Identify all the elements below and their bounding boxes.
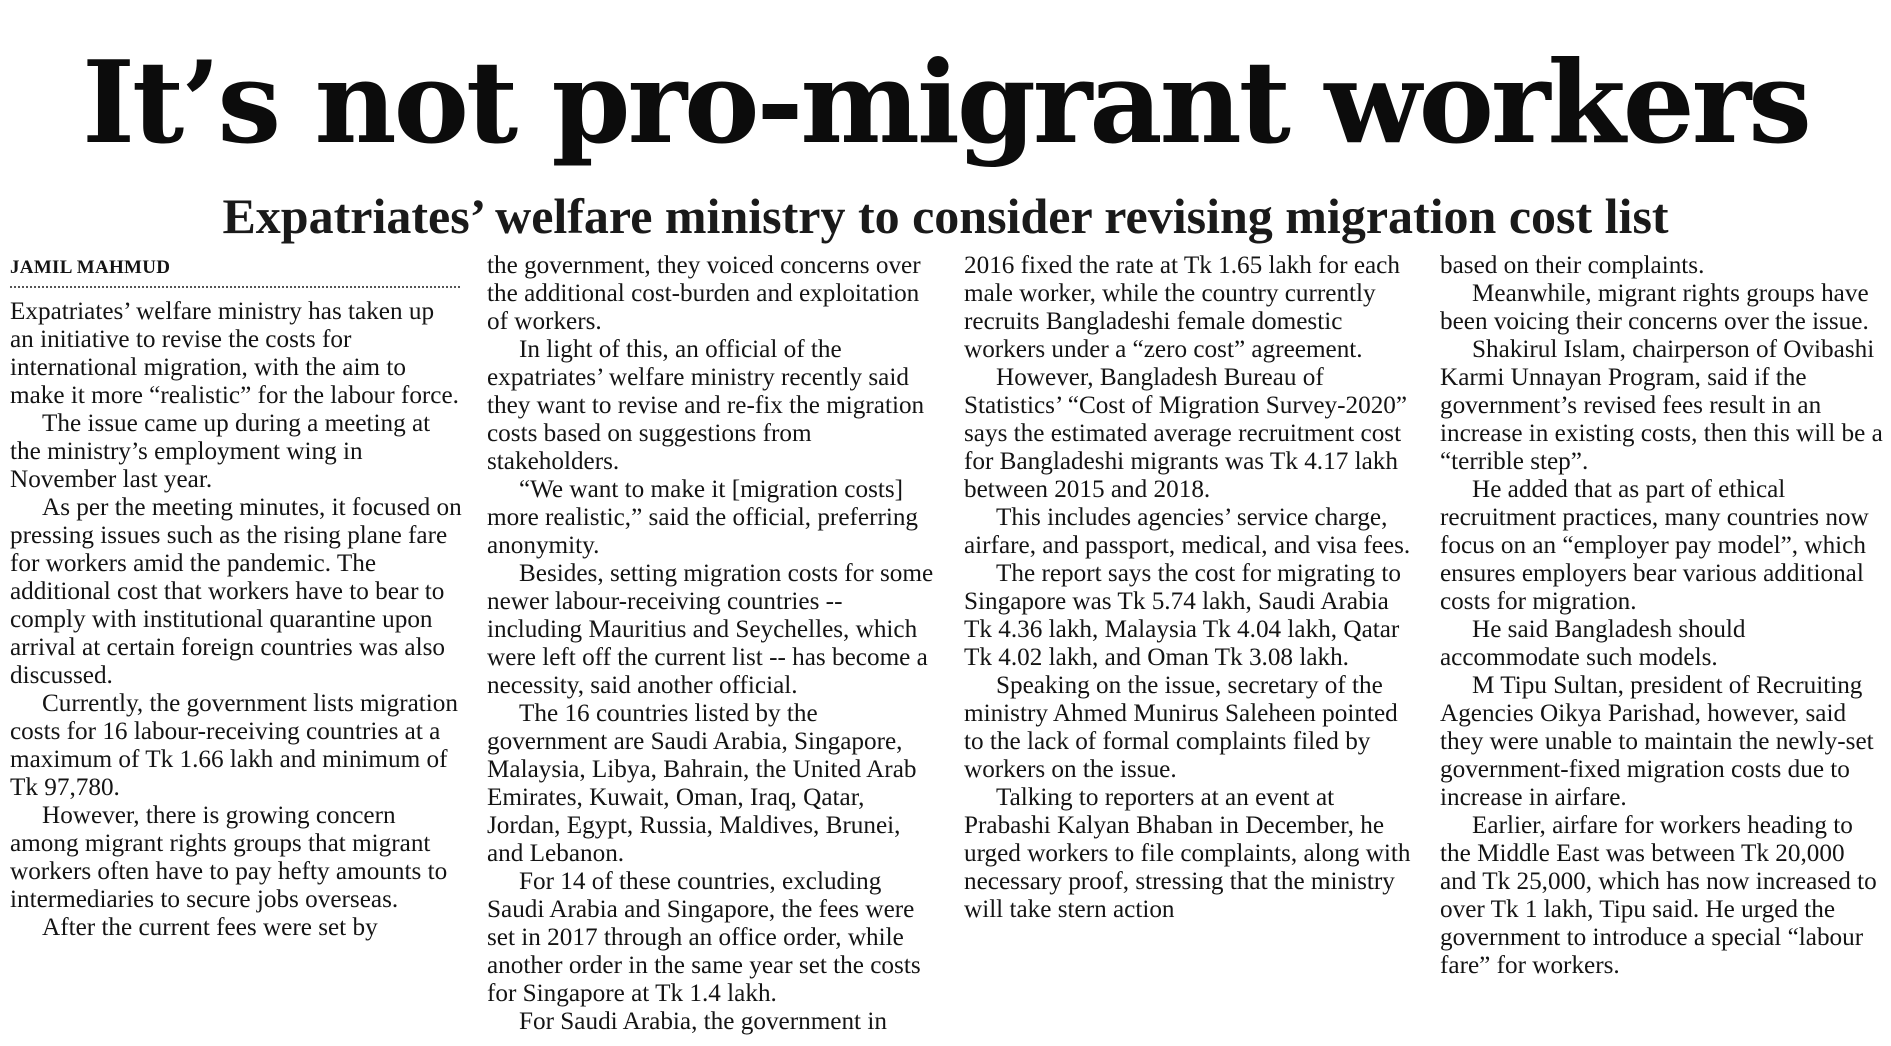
paragraph: As per the meeting minutes, it focused on pressing issues such as the rising plane fare for workers amid the pandemic. The additional cost that workers have to bear to comply with institutional quarantine upon arrival at certain foreign countries was also discussed. (10, 494, 462, 689)
paragraph: The 16 countries listed by the government are Saudi Arabia, Singapore, Malaysia, Libya, Bahrain, the United Arab Emirates, Kuwait, Oman, Iraq, Qatar, Jordan, Egypt, Russia, Maldives, Brunei, and Lebanon. (487, 700, 917, 867)
paragraph: Earlier, airfare for workers heading to the Middle East was between Tk 20,000 and Tk 25,000, which has now increased to over Tk 1 lakh, Tipu said. He urged the government to introduce a special “labour fare” for workers. (1440, 812, 1877, 979)
paragraph: The issue came up during a meeting at the ministry’s employment wing in November last year. (10, 410, 431, 493)
paragraph: The report says the cost for migrating to Singapore was Tk 5.74 lakh, Saudi Arabia Tk 4.36 lakh, Malaysia Tk 4.04 lakh, Qatar Tk 4.02 lakh, and Oman Tk 3.08 lakh. (964, 560, 1401, 671)
article-column-1 (10, 256, 462, 1046)
paragraph: Speaking on the issue, secretary of the ministry Ahmed Munirus Saleheen pointed to the lack of formal complaints filed by workers on the issue. (964, 672, 1398, 783)
paragraph: based on their complaints. (1440, 252, 1705, 279)
paragraph: For Saudi Arabia, the government in (519, 1008, 887, 1035)
article-column-3 (964, 252, 1416, 1042)
paragraph: In light of this, an official of the expatriates’ welfare ministry recently said they want to revise and re-fix the migration costs based on suggestions from stakeholders. (487, 336, 925, 475)
paragraph: Meanwhile, migrant rights groups have been voicing their concerns over the issue. (1440, 280, 1869, 335)
headline: It’s not pro-migrant workers (82, 36, 1809, 169)
paragraph: Besides, setting migration costs for some newer labour-receiving countries -- including Mauritius and Seychelles, which were left off the current list -- has become a necessity, said another official. (487, 560, 934, 699)
paragraph: He said Bangladesh should accommodate such models. (1440, 616, 1746, 671)
paragraph: However, there is growing concern among migrant rights groups that migrant workers often have to pay hefty amounts to intermediaries to secure jobs overseas. (10, 802, 448, 913)
paragraph: 2016 fixed the rate at Tk 1.65 lakh for each male worker, while the country currently recruits Bangladeshi female domestic workers under a “zero cost” agreement. (964, 252, 1400, 363)
byline: JAMIL MAHMUD (10, 256, 460, 288)
paragraph: Shakirul Islam, chairperson of Ovibashi Karmi Unnayan Program, said if the government’s revised fees result in an increase in existing costs, then this will be a “terrible step”. (1440, 336, 1883, 475)
paragraph: After the current fees were set by (42, 914, 378, 941)
article-column-2 (487, 252, 939, 1042)
paragraph: Currently, the government lists migration costs for 16 labour-receiving countries at a maximum of Tk 1.66 lakh and minimum of Tk 97,780. (10, 690, 458, 801)
subheadline: Expatriates’ welfare ministry to consider revising migration cost list (222, 188, 1669, 244)
paragraph: However, Bangladesh Bureau of Statistics’ “Cost of Migration Survey-2020” says the estimated average recruitment cost for Bangladeshi migrants was Tk 4.17 lakh between 2015 and 2018. (964, 364, 1408, 503)
paragraph: “We want to make it [migration costs] more realistic,” said the official, preferring anonymity. (487, 476, 919, 559)
paragraph: Expatriates’ welfare ministry has taken up an initiative to revise the costs for international migration, with the aim to make it more “realistic” for the labour force. (10, 298, 459, 409)
paragraph: M Tipu Sultan, president of Recruiting Agencies Oikya Parishad, however, said they were unable to maintain the newly-set government-fixed migration costs due to increase in airfare. (1440, 672, 1874, 811)
article-column-4 (1440, 252, 1885, 1042)
paragraph: This includes agencies’ service charge, airfare, and passport, medical, and visa fees. (964, 504, 1411, 559)
paragraph: He added that as part of ethical recruitment practices, many countries now focus on an “employer pay model”, which ensures employers bear various additional costs for migration. (1440, 476, 1869, 615)
paragraph: the government, they voiced concerns over the additional cost-burden and exploitation of workers. (487, 252, 921, 335)
paragraph: Talking to reporters at an event at Prabashi Kalyan Bhaban in December, he urged workers to file complaints, along with necessary proof, stressing that the ministry will take stern action (964, 784, 1411, 923)
paragraph: For 14 of these countries, excluding Saudi Arabia and Singapore, the fees were set in 2017 through an office order, while another order in the same year set the costs for Singapore at Tk 1.4 lakh. (487, 868, 921, 1007)
